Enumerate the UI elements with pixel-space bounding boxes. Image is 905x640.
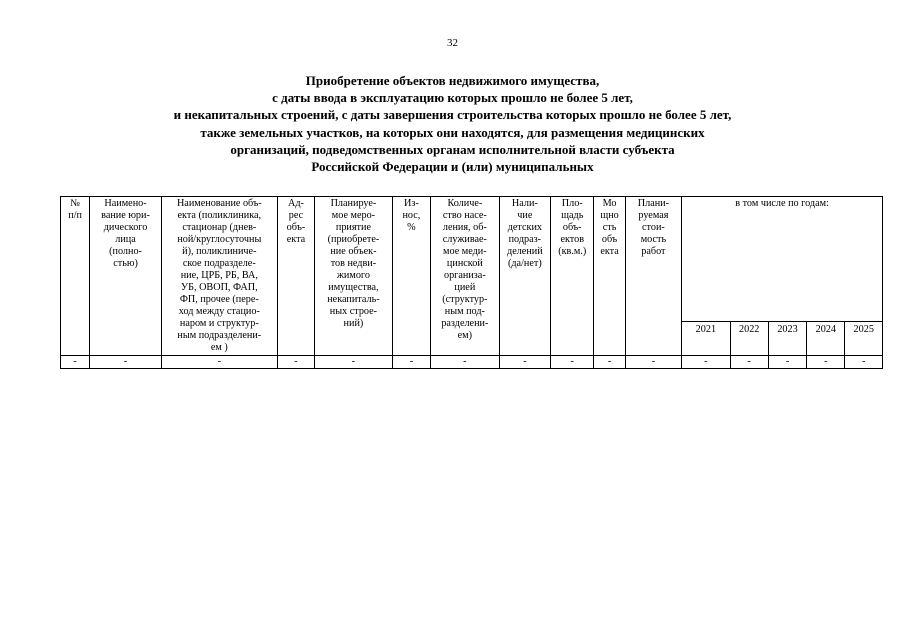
table-cell: - [730,356,768,369]
year-header-cell: 2024 [807,322,845,356]
table-cell: - [625,356,681,369]
table-cell: - [61,356,90,369]
table-cell: - [315,356,393,369]
year-header-cell: 2021 [682,322,730,356]
table-cell: - [431,356,500,369]
header-cell: Пло- щадь объ- ектов (кв.м.) [551,197,594,356]
title-line: и некапитальных строений, с даты завершения строительства которых прошло не более 5 лет, [173,107,732,123]
year-header-cell: 2025 [845,322,883,356]
title-line: с даты ввода в эксплуатацию которых прошло не более 5 лет, [272,90,633,106]
property-acquisition-table [60,196,883,369]
table-cell: - [90,356,162,369]
title-line: организаций, подведомственных органам исполнительной власти субъекта [230,141,675,157]
header-cell: Нали- чие детских подраз- делений (да/нет) [499,197,550,356]
year-header-cell: 2022 [730,322,768,356]
title-line: также земельных участков, на которых они находятся, для размещения медицинских [200,124,705,140]
page-number: 32 [447,37,458,49]
header-cell: Количе- ство насе- ления, об- служивае- мое меди- цинской организа- цией (структур- ным под- разделени- ем) [431,197,500,356]
table-cell: - [845,356,883,369]
header-cell: Ад- рес объ- екта [277,197,314,356]
title-line: Приобретение объектов недвижимого имущества, [305,73,600,88]
header-cell: Плани- руемая стои- мость работ [625,197,681,356]
table-cell: - [594,356,625,369]
header-cell: Наимено- вание юри- дического лица (полно- стью) [90,197,162,356]
table-cell: - [392,356,430,369]
table-cell: - [277,356,314,369]
table-row [61,356,883,369]
years-group-header: в том числе по годам: [682,197,883,322]
table-cell: - [807,356,845,369]
header-cell: Планируе- мое меро- приятие (приобрете- ние объек- тов недви- жимого имущества, некапиталь- ных строе- ний) [315,197,393,356]
header-cell: Наименование объ- екта (поликлиника, стационар (днев- ной/круглосуточны й), поликлиниче- ское подразделе- ние, ЦРБ, РБ, ВА, УБ, ОВОП, ФАП, ФП, прочее (пере- ход между стацио- наром и структур- ным подразделени- ем ) [161,197,277,356]
year-header-cell: 2023 [768,322,806,356]
header-cell: № п/п [61,197,90,356]
table-cell: - [161,356,277,369]
title-line: Российской Федерации и (или) муниципальных [311,159,594,175]
table-cell: - [682,356,730,369]
table-cell: - [551,356,594,369]
header-cell: Из- нос, % [392,197,430,356]
header-cell: Мо щно сть объ екта [594,197,625,356]
table-header-row [61,197,883,322]
table-cell: - [499,356,550,369]
document-title [100,72,805,175]
table-cell: - [768,356,806,369]
